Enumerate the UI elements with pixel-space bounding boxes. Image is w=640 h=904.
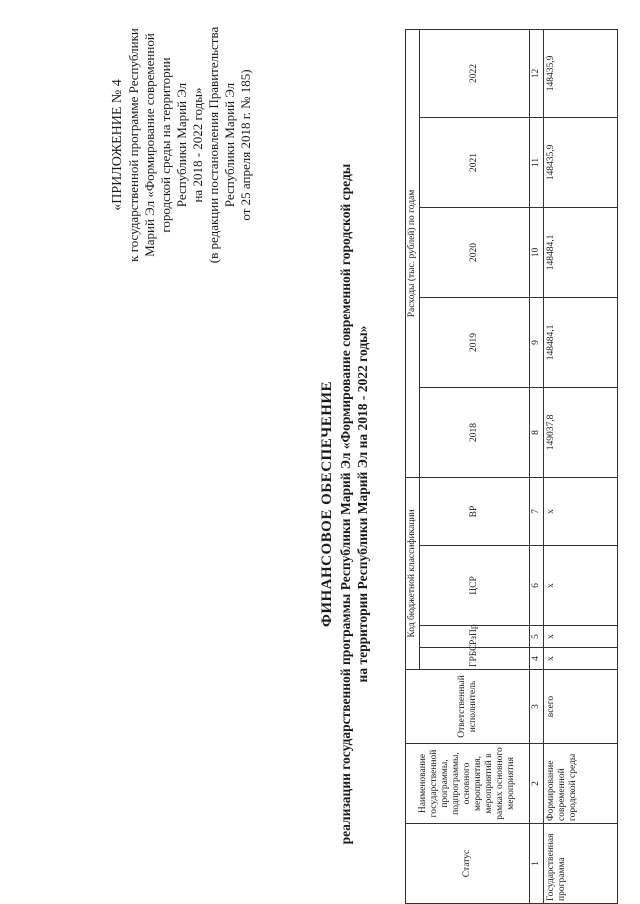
header-executor: Ответственный исполнитель bbox=[406, 670, 530, 744]
appendix-line: «ПРИЛОЖЕНИЕ № 4 bbox=[110, 79, 125, 211]
cell-value-2019: 148484,1 bbox=[544, 297, 618, 387]
document-title: ФИНАНСОВОЕ ОБЕСПЕЧЕНИЕ bbox=[319, 380, 335, 628]
column-number: 8 bbox=[530, 387, 544, 477]
header-expenses: Расходы (тыс. рублей) по годам bbox=[406, 29, 420, 477]
header-year-2022: 2022 bbox=[420, 29, 530, 117]
appendix-reference-block bbox=[110, 10, 254, 280]
column-number: 1 bbox=[530, 824, 544, 904]
appendix-line: городской среды на территории bbox=[158, 57, 173, 233]
cell-csr: х bbox=[544, 546, 618, 626]
header-year-2020: 2020 bbox=[420, 207, 530, 297]
table-row bbox=[544, 29, 618, 903]
header-grbs: ГРБС bbox=[420, 648, 530, 670]
column-number: 4 bbox=[530, 648, 544, 670]
financing-table bbox=[405, 29, 618, 904]
header-year-2021: 2021 bbox=[420, 117, 530, 207]
header-year-2019: 2019 bbox=[420, 297, 530, 387]
appendix-line: Республики Марий Эл bbox=[222, 82, 237, 208]
header-name: Наименование государственной программы, подпрограммы, основного мероприятия, мероприятий в рамках основного мероприятия bbox=[406, 744, 530, 824]
document-subtitle-line2: на территории Республики Марий Эл на 2018 - 2022 годы» bbox=[355, 325, 370, 683]
appendix-line: Марий Эл «Формирование современной bbox=[142, 33, 157, 257]
cell-status: Государственная программа bbox=[544, 824, 618, 904]
appendix-line: от 25 апреля 2018 г. № 185) bbox=[238, 69, 253, 221]
cell-value-2021: 148435,9 bbox=[544, 117, 618, 207]
cell-rzpr: х bbox=[544, 626, 618, 648]
document-subtitle-line1: реализации государственной программы Республики Марий Эл «Формирование современной городской среды bbox=[338, 163, 353, 845]
cell-value-2018: 149037,8 bbox=[544, 387, 618, 477]
header-year-2018: 2018 bbox=[420, 387, 530, 477]
cell-value-2020: 148484,1 bbox=[544, 207, 618, 297]
column-number: 7 bbox=[530, 477, 544, 545]
column-number: 2 bbox=[530, 744, 544, 824]
cell-name: Формирование современной городской среды bbox=[544, 744, 618, 824]
appendix-line: на 2018 - 2022 годы» bbox=[190, 87, 205, 203]
appendix-line: (в редакции постановления Правительства bbox=[206, 26, 221, 264]
cell-executor: всего bbox=[544, 670, 618, 744]
header-rzpr: РзПр bbox=[420, 626, 530, 648]
appendix-line: к государственной программе Республики bbox=[126, 28, 141, 262]
header-budget-code: Код бюджетной классификации bbox=[406, 477, 420, 669]
column-number: 10 bbox=[530, 207, 544, 297]
column-number: 5 bbox=[530, 626, 544, 648]
column-number: 9 bbox=[530, 297, 544, 387]
appendix-line: Республики Марий Эл bbox=[174, 82, 189, 208]
column-number: 6 bbox=[530, 546, 544, 626]
column-number-row bbox=[530, 29, 544, 903]
header-csr: ЦСР bbox=[420, 546, 530, 626]
cell-vr: х bbox=[544, 477, 618, 545]
header-status: Статус bbox=[406, 824, 530, 904]
cell-grbs: х bbox=[544, 648, 618, 670]
column-number: 12 bbox=[530, 29, 544, 117]
column-number: 3 bbox=[530, 670, 544, 744]
cell-value-2022: 148435,9 bbox=[544, 29, 618, 117]
column-number: 11 bbox=[530, 117, 544, 207]
header-vr: ВР bbox=[420, 477, 530, 545]
title-block bbox=[318, 144, 371, 864]
